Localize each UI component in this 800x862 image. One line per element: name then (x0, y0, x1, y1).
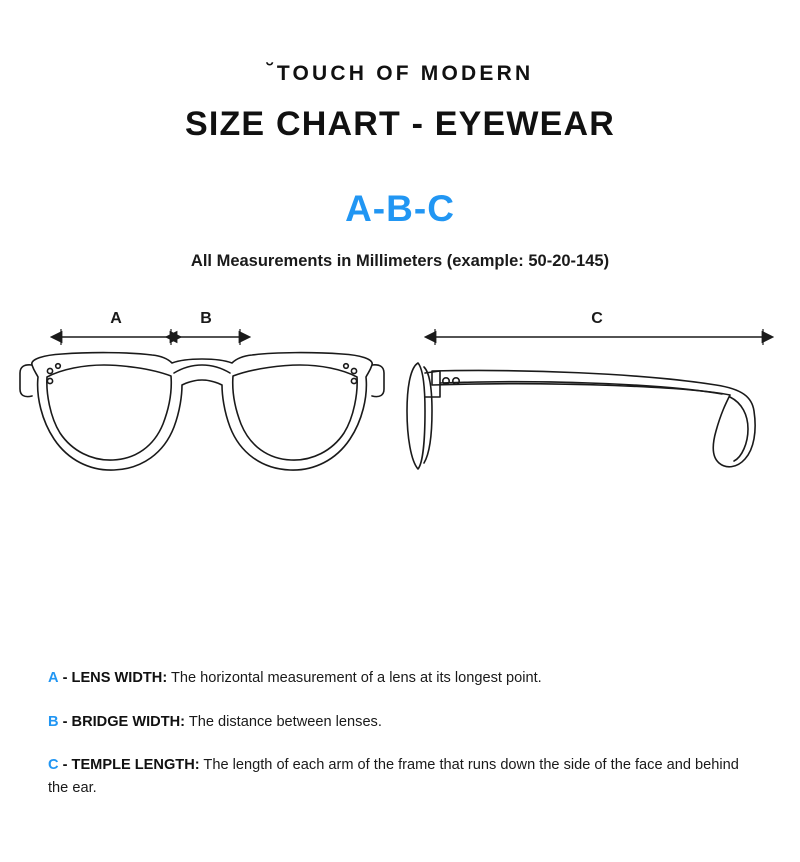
legend-desc-c: The length of each arm of the frame that runs down the side of the face and behind the ear. (48, 757, 739, 796)
measurement-subtitle: All Measurements in Millimeters (example: 50-20-145) (190, 252, 610, 270)
legend-desc-b: The distance between lenses. (188, 713, 382, 730)
brand-name: TOUCH OF MODERN (276, 62, 534, 85)
legend-term-c: - TEMPLE LENGTH: (62, 757, 200, 774)
page-title: SIZE CHART - EYEWEAR (184, 105, 616, 143)
legend-letter-b: B (48, 713, 59, 730)
legend-item-lens-width (48, 667, 752, 690)
glasses-front-view (20, 353, 384, 470)
legend (48, 667, 752, 820)
abc-heading (0, 188, 800, 230)
abc-sep-1: - (372, 188, 387, 229)
dimension-label-a: A (110, 310, 122, 327)
eyewear-diagram (0, 293, 800, 523)
legend-term-a: - LENS WIDTH: (62, 670, 168, 686)
abc-letter-a: A (345, 188, 373, 229)
legend-letter-a: A (48, 670, 59, 686)
brand-title (0, 62, 800, 86)
glasses-side-view (407, 363, 755, 469)
abc-sep-2: - (413, 188, 428, 229)
legend-item-bridge-width (48, 711, 752, 734)
legend-letter-c: C (48, 757, 59, 774)
legend-item-temple-length (48, 754, 752, 799)
brand-tick-mark: ˘ (266, 60, 277, 83)
size-chart-page (0, 62, 800, 862)
abc-letter-b: B (386, 188, 414, 229)
dimension-label-c: C (591, 310, 603, 327)
legend-term-b: - BRIDGE WIDTH: (62, 713, 186, 730)
dimension-label-b: B (200, 310, 212, 327)
legend-desc-a: The horizontal measurement of a lens at its longest point. (170, 670, 542, 686)
abc-letter-c: C (427, 188, 455, 229)
